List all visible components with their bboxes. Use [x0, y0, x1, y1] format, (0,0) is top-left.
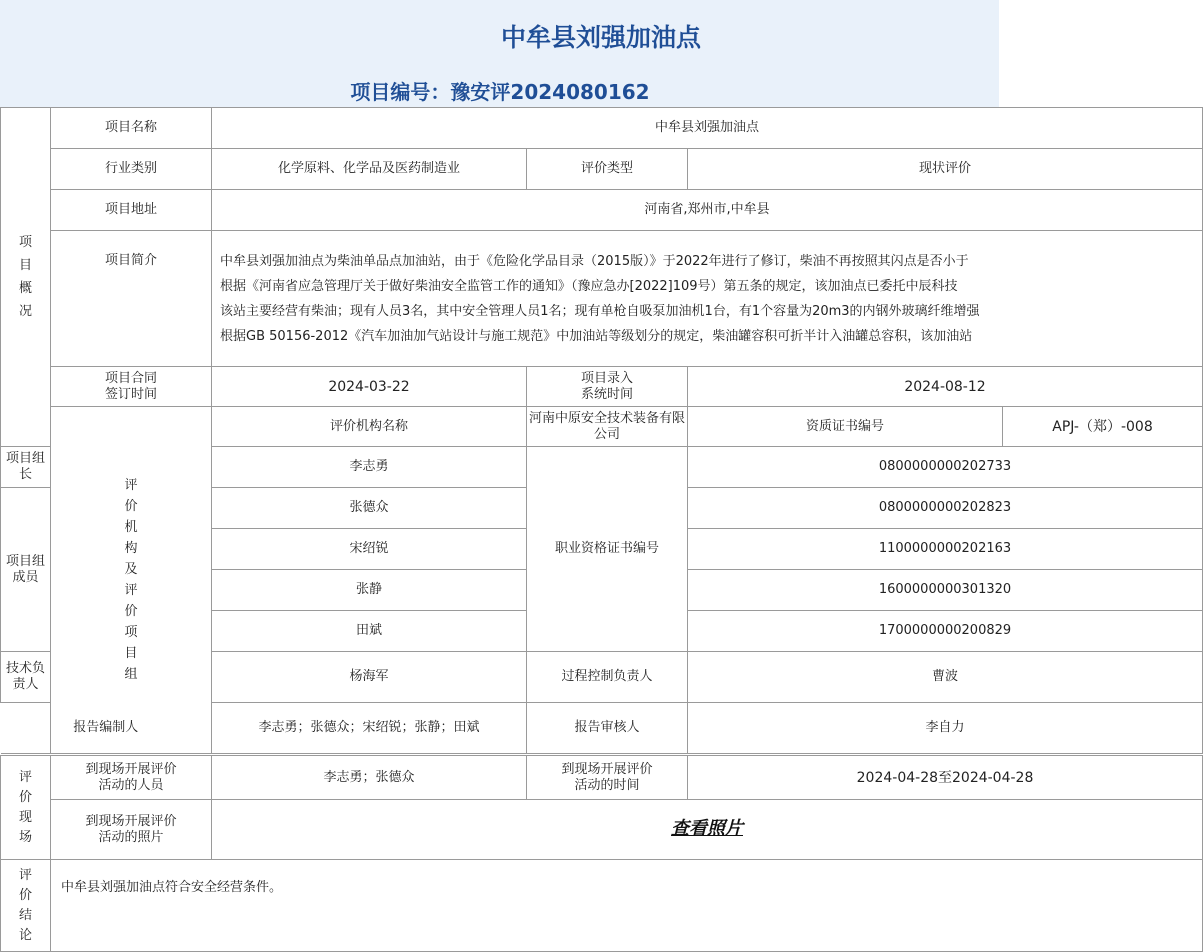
value-industry: 化学原料、化学品及医药制造业 [212, 149, 527, 190]
label-tech-lead: 技术负责人 [1, 652, 51, 703]
group-overview-label: 项 目 概 况 [1, 108, 51, 447]
site-photo-cell [212, 800, 1203, 860]
label-report-author: 报告编制人 [1, 703, 212, 754]
member-cert: 1700000000200829 [688, 611, 1203, 652]
label-qualification-no: 资质证书编号 [688, 407, 1003, 447]
member-cert: 1600000000301320 [688, 570, 1203, 611]
group-site-label: 评 价 现 场 [1, 756, 51, 860]
label-members: 项目组成员 [1, 488, 51, 652]
label-site-people: 到现场开展评价 活动的人员 [51, 756, 212, 800]
value-site-time: 2024-04-28至2024-04-28 [688, 756, 1203, 800]
page-header [0, 0, 999, 107]
project-number: 项目编号：豫安评2024080162 [350, 80, 650, 104]
label-project-name: 项目名称 [51, 108, 212, 149]
label-industry: 行业类别 [51, 149, 212, 190]
label-intro: 项目简介 [51, 231, 212, 367]
value-intro [212, 231, 1203, 367]
value-address: 河南省,郑州市,中牟县 [212, 190, 1203, 231]
value-report-reviewer: 李自力 [688, 703, 1203, 754]
view-photos-link[interactable]: 查看照片 [671, 817, 743, 839]
value-agency-name: 河南中原安全技术装备有限公司 [527, 407, 688, 447]
label-process-lead: 过程控制负责人 [527, 652, 688, 703]
value-entry-date: 2024-08-12 [688, 367, 1203, 407]
group-conclusion-label: 评 价 结 论 [1, 860, 51, 952]
member-name: 张静 [212, 570, 527, 611]
value-contract-date: 2024-03-22 [212, 367, 527, 407]
member-name: 宋绍锐 [212, 529, 527, 570]
label-address: 项目地址 [51, 190, 212, 231]
value-eval-type: 现状评价 [688, 149, 1203, 190]
value-process-lead: 曹波 [688, 652, 1203, 703]
value-qualification-no: APJ-（郑）-008 [1003, 407, 1203, 447]
group-agency-label: 评 价 机 构 及 评 价 项 目 组 [51, 407, 212, 754]
label-contract-date: 项目合同 签订时间 [51, 367, 212, 407]
member-name: 张德众 [212, 488, 527, 529]
label-eval-type: 评价类型 [527, 149, 688, 190]
page-title: 中牟县刘强加油点 [500, 23, 701, 52]
member-cert: 0800000000202823 [688, 488, 1203, 529]
intro-line: 根据GB 50156-2012《汽车加油加气站设计与施工规范》中加油站等级划分的规定，柴油罐容积可折半计入油罐总容积，该加油站 [220, 328, 973, 344]
intro-line: 中牟县刘强加油点为柴油单品点加油站，由于《危险化学品目录（2015版）》于2022年进行了修订，柴油不再按照其闪点是否小于 [220, 253, 969, 269]
label-entry-date: 项目录入 系统时间 [527, 367, 688, 407]
value-tech-lead: 杨海军 [212, 652, 527, 703]
value-report-author: 李志勇；张德众；宋绍锐；张静；田斌 [212, 703, 527, 754]
project-info-table [0, 107, 1203, 754]
site-info-table [0, 755, 1203, 952]
value-conclusion: 中牟县刘强加油点符合安全经营条件。 [51, 860, 1203, 952]
label-report-reviewer: 报告审核人 [527, 703, 688, 754]
value-leader-cert: 0800000000202733 [688, 447, 1203, 488]
label-cert-no: 职业资格证书编号 [527, 447, 688, 652]
label-site-photo: 到现场开展评价 活动的照片 [51, 800, 212, 860]
member-name: 田斌 [212, 611, 527, 652]
value-leader: 李志勇 [212, 447, 527, 488]
label-agency-name: 评价机构名称 [212, 407, 527, 447]
value-project-name: 中牟县刘强加油点 [212, 108, 1203, 149]
value-site-people: 李志勇；张德众 [212, 756, 527, 800]
intro-line: 根据《河南省应急管理厅关于做好柴油安全监管工作的通知》（豫应急办[2022]109号）第五条的规定，该加油点已委托中辰科技 [220, 278, 958, 294]
label-site-time: 到现场开展评价 活动的时间 [527, 756, 688, 800]
label-leader: 项目组长 [1, 447, 51, 488]
intro-line: 该站主要经营有柴油；现有人员3名，其中安全管理人员1名；现有单枪自吸泵加油机1台，有1个容量为20m3的内钢外玻璃纤维增强 [220, 303, 980, 319]
member-cert: 1100000000202163 [688, 529, 1203, 570]
